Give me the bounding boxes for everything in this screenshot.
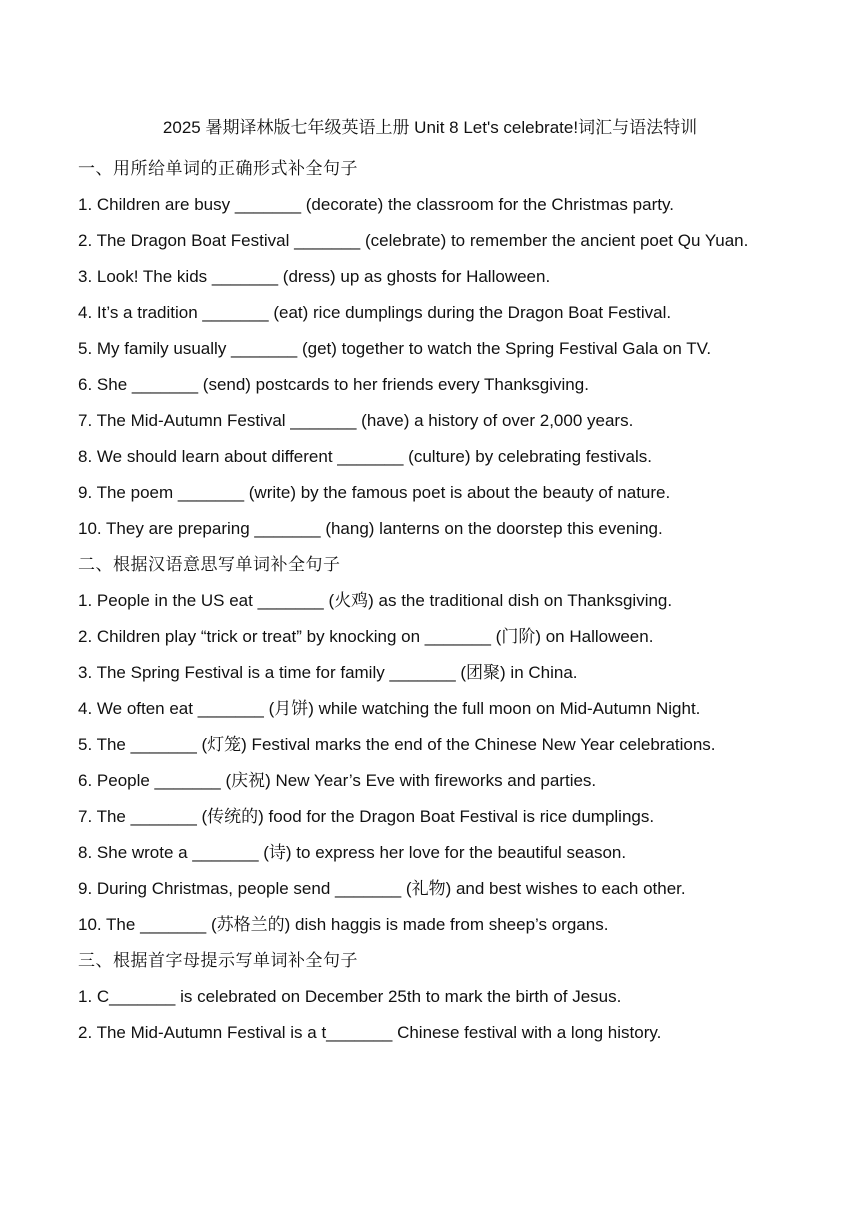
question-item: 1. Children are busy _______ (decorate) the classroom for the Christmas party. — [78, 195, 674, 214]
document-content — [78, 151, 784, 1051]
question-item: 3. The Spring Festival is a time for family _______ (团聚) in China. — [78, 663, 578, 682]
question-item: 4. We often eat _______ (月饼) while watching the full moon on Mid-Autumn Night. — [78, 699, 701, 718]
question-item: 8. We should learn about different _______ (culture) by celebrating festivals. — [78, 447, 652, 466]
section-2 — [78, 547, 784, 943]
question-list — [78, 187, 784, 547]
question-item: 9. The poem _______ (write) by the famous poet is about the beauty of nature. — [78, 483, 671, 502]
question-item: 7. The Mid-Autumn Festival _______ (have) a history of over 2,000 years. — [78, 411, 634, 430]
question-item: 7. The _______ (传统的) food for the Dragon Boat Festival is rice dumplings. — [78, 807, 655, 826]
question-item: 8. She wrote a _______ (诗) to express her love for the beautiful season. — [78, 843, 627, 862]
question-item: 10. They are preparing _______ (hang) lanterns on the doorstep this evening. — [78, 519, 663, 538]
question-item: 9. During Christmas, people send _______ (礼物) and best wishes to each other. — [78, 879, 686, 898]
document-title: 2025 暑期译林版七年级英语上册 Unit 8 Let's celebrate!词汇与语法特训 — [162, 118, 698, 137]
section-1 — [78, 151, 784, 547]
question-item: 3. Look! The kids _______ (dress) up as ghosts for Halloween. — [78, 267, 551, 286]
section-heading: 一、用所给单词的正确形式补全句子 — [78, 159, 358, 179]
section-heading: 三、根据首字母提示写单词补全句子 — [78, 951, 358, 971]
section-heading: 二、根据汉语意思写单词补全句子 — [78, 555, 341, 575]
question-list — [78, 583, 784, 943]
question-item: 10. The _______ (苏格兰的) dish haggis is made from sheep’s organs. — [78, 915, 609, 934]
question-item: 2. Children play “trick or treat” by knocking on _______ (门阶) on Halloween. — [78, 627, 654, 646]
question-item: 5. My family usually _______ (get) together to watch the Spring Festival Gala on TV. — [78, 339, 712, 358]
question-item: 4. It’s a tradition _______ (eat) rice dumplings during the Dragon Boat Festival. — [78, 303, 672, 322]
section-3 — [78, 943, 784, 1051]
question-list — [78, 979, 784, 1051]
question-item: 6. People _______ (庆祝) New Year’s Eve with fireworks and parties. — [78, 771, 597, 790]
question-item: 1. C_______ is celebrated on December 25th to mark the birth of Jesus. — [78, 987, 622, 1006]
question-item: 2. The Dragon Boat Festival _______ (celebrate) to remember the ancient poet Qu Yuan. — [78, 231, 749, 250]
question-item: 5. The _______ (灯笼) Festival marks the end of the Chinese New Year celebrations. — [78, 735, 716, 754]
question-item: 1. People in the US eat _______ (火鸡) as the traditional dish on Thanksgiving. — [78, 591, 673, 610]
question-item: 6. She _______ (send) postcards to her friends every Thanksgiving. — [78, 375, 589, 394]
question-item: 2. The Mid-Autumn Festival is a t_______ Chinese festival with a long history. — [78, 1023, 662, 1042]
